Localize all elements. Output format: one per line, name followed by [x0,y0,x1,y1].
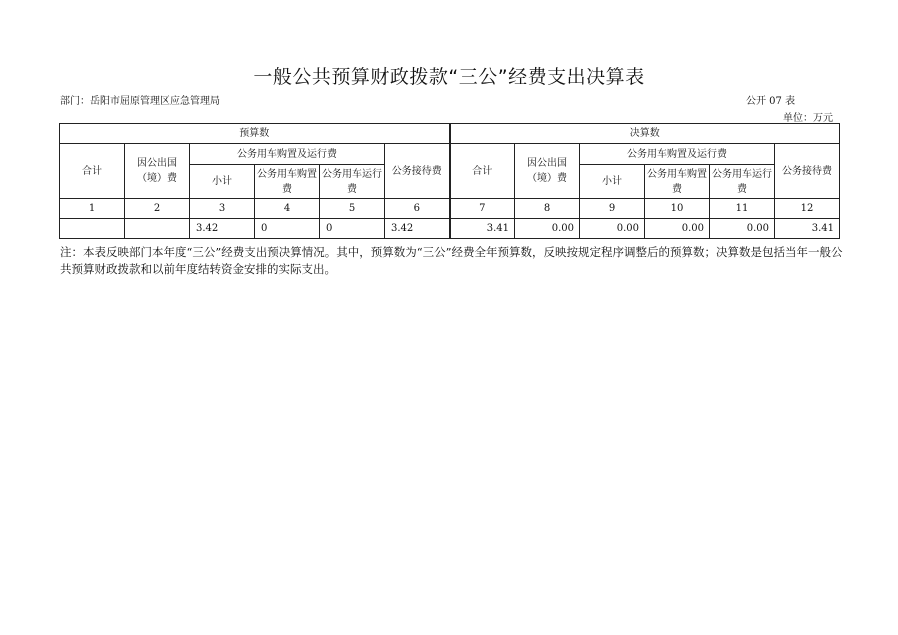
final-total-header: 合计 [450,144,515,199]
final-operation-header: 公务用车运行费 [710,165,775,199]
unit-label: 单位：万元 [783,113,833,124]
budget-abroad-value [125,219,190,239]
col-number: 1 [60,199,125,219]
page-title: 一般公共预算财政拨款“三公”经费支出决算表 [253,66,645,88]
final-operation-value: 0.00 [710,219,775,239]
budget-operation-value: 0 [320,219,385,239]
col-number: 4 [255,199,320,219]
budget-header: 预算数 [60,124,450,144]
final-header: 决算数 [450,124,840,144]
final-vehicle-header: 公务用车购置及运行费 [580,144,775,165]
form-number: 公开 07 表 [746,96,796,107]
table-note: 注：本表反映部门本年度“三公”经费支出预决算情况。其中，预算数为“三公”经费全年预算数，反映按规定程序调整后的预算数；决算数是包括当年一般公共预算财政拨款和以前年度结转资金安排的实际支出。 [60,245,843,276]
final-reception-header: 公务接待费 [775,144,840,199]
department-label: 部门：岳阳市屈原管理区应急管理局 [60,96,220,107]
final-total-value: 3.41 [450,219,515,239]
col-number: 12 [775,199,840,219]
col-number: 3 [190,199,255,219]
final-purchase-header: 公务用车购置费 [645,165,710,199]
budget-subtotal-header: 小计 [190,165,255,199]
col-number: 7 [450,199,515,219]
col-number: 2 [125,199,190,219]
budget-total-value [60,219,125,239]
final-abroad-value: 0.00 [515,219,580,239]
budget-reception-value: 3.42 [385,219,450,239]
budget-total-header: 合计 [60,144,125,199]
budget-purchase-value: 0 [255,219,320,239]
col-number: 10 [645,199,710,219]
budget-abroad-header: 因公出国（境）费 [125,144,190,199]
budget-reception-header: 公务接待费 [385,144,450,199]
col-number: 11 [710,199,775,219]
final-subtotal-header: 小计 [580,165,645,199]
three-public-expenses-table [59,123,840,239]
col-number: 8 [515,199,580,219]
final-subtotal-value: 0.00 [580,219,645,239]
budget-vehicle-header: 公务用车购置及运行费 [190,144,385,165]
col-number: 5 [320,199,385,219]
final-reception-value: 3.41 [775,219,840,239]
budget-operation-header: 公务用车运行费 [320,165,385,199]
budget-subtotal-value: 3.42 [190,219,255,239]
budget-purchase-header: 公务用车购置费 [255,165,320,199]
final-purchase-value: 0.00 [645,219,710,239]
final-abroad-header: 因公出国（境）费 [515,144,580,199]
col-number: 9 [580,199,645,219]
col-number: 6 [385,199,450,219]
